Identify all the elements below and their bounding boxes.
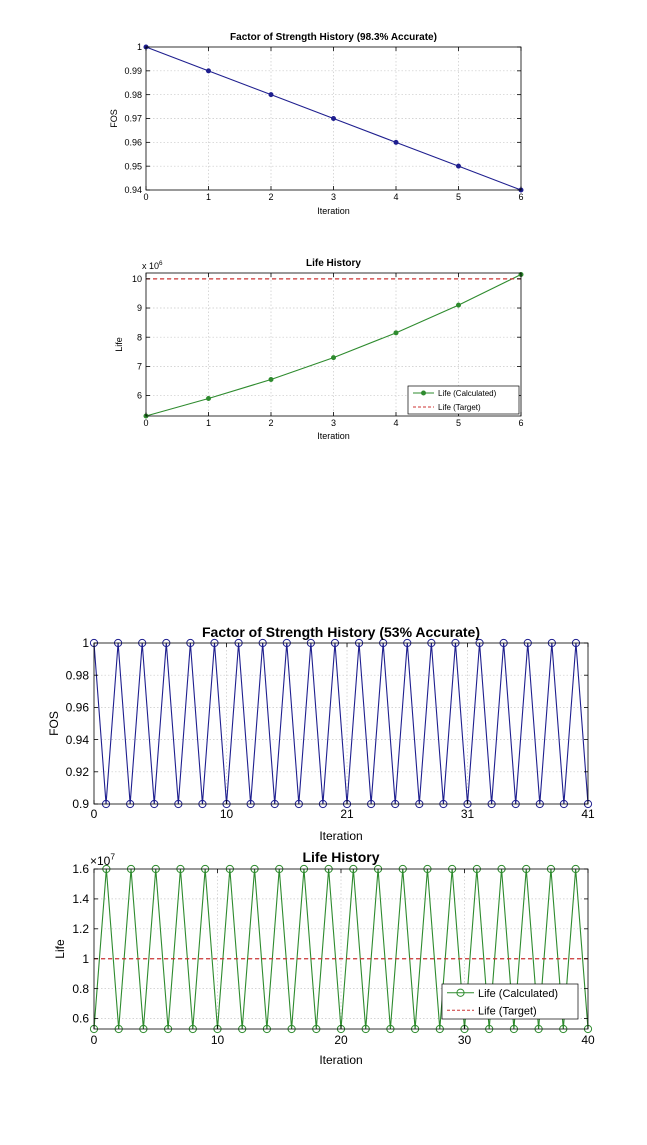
y-tick-label: 7 — [136, 361, 142, 372]
y-tick-label: 0.98 — [65, 668, 89, 683]
x-tick-label: 41 — [581, 807, 595, 821]
data-point — [457, 303, 461, 307]
data-point — [269, 378, 273, 382]
x-tick-label: 3 — [330, 192, 337, 202]
y-tick-label: 1 — [82, 636, 89, 651]
x-tick-label: 10 — [210, 1033, 225, 1047]
chart-title: Factor of Strength History (98.3% Accurate) — [230, 32, 437, 43]
x-tick-label: 0 — [143, 192, 149, 202]
chart-1 — [109, 32, 524, 216]
x-tick-label: 10 — [219, 807, 234, 821]
y-tick-label: 0.96 — [65, 700, 89, 715]
legend-label: Life (Calculated) — [478, 987, 559, 1000]
y-tick-label: 1.2 — [72, 922, 89, 937]
x-axis-label: Iteration — [317, 431, 350, 441]
data-point — [457, 164, 461, 168]
data-point — [394, 140, 398, 144]
y-axis-label: FOS — [109, 109, 119, 128]
x-tick-label: 31 — [460, 807, 475, 821]
x-tick-label: 1 — [205, 418, 212, 428]
x-tick-label: 2 — [268, 418, 274, 428]
y-tick-label: 0.95 — [124, 161, 142, 172]
x-tick-label: 6 — [518, 418, 524, 428]
y-axis-label: Life — [114, 337, 124, 352]
y-tick-label: 1 — [136, 42, 142, 53]
legend — [442, 984, 578, 1019]
y-axis-label: FOS — [47, 711, 61, 736]
x-tick-label: 20 — [334, 1033, 348, 1047]
x-tick-label: 6 — [518, 192, 524, 202]
legend — [408, 386, 519, 414]
x-tick-label: 4 — [393, 418, 399, 428]
y-tick-label: 0.98 — [124, 89, 142, 100]
x-tick-label: 0 — [90, 1033, 98, 1047]
chart-4 — [53, 849, 595, 1067]
chart-2 — [114, 258, 524, 441]
x-tick-label: 4 — [393, 192, 399, 202]
x-tick-label: 1 — [205, 192, 212, 202]
y-tick-label: 0.8 — [72, 981, 89, 996]
y-tick-label: 0.96 — [124, 137, 142, 148]
y-tick-label: 6 — [136, 390, 142, 401]
y-tick-label: 1 — [82, 951, 89, 966]
y-axis-label: Life — [53, 939, 67, 959]
y-tick-label: 1.4 — [72, 892, 89, 907]
legend-label: Life (Target) — [478, 1005, 537, 1018]
x-axis-label: Iteration — [319, 829, 363, 843]
data-point — [207, 396, 211, 400]
y-tick-label: 0.97 — [124, 113, 142, 124]
x-tick-label: 30 — [457, 1033, 472, 1047]
y-tick-label: 0.92 — [65, 765, 89, 779]
axis-exponent: x $10^6$ — [142, 259, 163, 271]
chart-title: Factor of Strength History (53% Accurate) — [202, 624, 480, 640]
legend-marker — [422, 391, 426, 395]
chart-3 — [47, 624, 595, 843]
chart-title: Life History — [305, 258, 362, 269]
x-tick-label: 21 — [340, 807, 354, 821]
y-tick-label: 0.94 — [124, 185, 142, 196]
y-tick-label: 0.94 — [65, 732, 89, 747]
x-tick-label: 5 — [455, 192, 462, 202]
x-tick-label: 40 — [581, 1033, 595, 1047]
x-tick-label: 0 — [143, 418, 149, 428]
data-point — [394, 331, 398, 335]
x-tick-label: 2 — [268, 192, 274, 202]
chart-title: Life History — [302, 849, 380, 865]
data-point — [332, 117, 336, 121]
y-tick-label: 0.9 — [72, 797, 89, 812]
y-tick-label: 0.6 — [72, 1011, 89, 1026]
legend-label: Life (Calculated) — [438, 389, 497, 399]
y-tick-label: 8 — [136, 332, 142, 343]
legend-label: Life (Target) — [438, 403, 481, 413]
y-tick-label: 0.99 — [124, 65, 142, 76]
x-tick-label: 5 — [455, 418, 462, 428]
x-tick-label: 0 — [90, 807, 98, 821]
x-tick-label: 3 — [330, 418, 337, 428]
data-point — [332, 356, 336, 360]
y-tick-label: 9 — [136, 303, 142, 314]
data-point — [269, 93, 273, 97]
axis-exponent: $\times 10^7$ — [90, 851, 116, 868]
y-tick-label: 10 — [131, 273, 142, 284]
data-point — [207, 69, 211, 73]
x-axis-label: Iteration — [317, 206, 350, 216]
y-tick-label: 1.6 — [72, 862, 89, 877]
x-axis-label: Iteration — [319, 1053, 363, 1067]
